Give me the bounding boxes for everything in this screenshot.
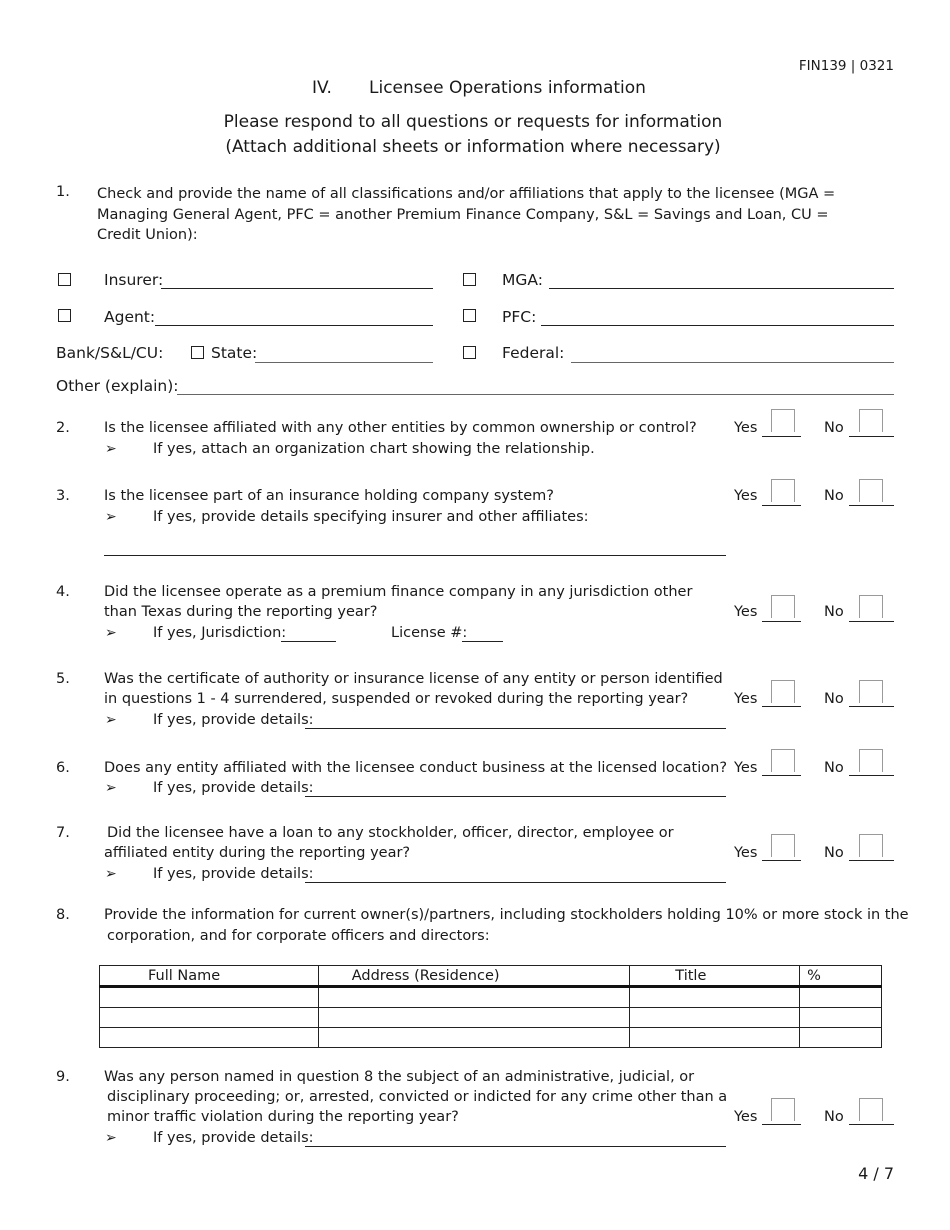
- table-row: [100, 1028, 882, 1048]
- q5-sub: If yes, provide details:: [153, 712, 314, 728]
- q5-yes-label: Yes: [734, 691, 758, 707]
- q7-yes-box[interactable]: [771, 834, 795, 857]
- form-code: FIN139 | 0321: [798, 58, 894, 74]
- q3-text: Is the licensee part of an insurance holding company system?: [104, 488, 554, 504]
- q6-no-box[interactable]: [859, 749, 883, 772]
- federal-checkbox[interactable]: [463, 346, 476, 359]
- q6-no-field: [849, 775, 894, 776]
- other-label: Other (explain):: [56, 377, 179, 395]
- agent-checkbox[interactable]: [58, 309, 71, 322]
- q9-line3: minor traffic violation during the reporting year?: [107, 1109, 459, 1125]
- q4-number: 4.: [56, 584, 70, 600]
- q4-license-label: License #:: [391, 625, 468, 641]
- arrow-bullet-icon: ➢: [105, 780, 117, 796]
- q5-no-box[interactable]: [859, 680, 883, 703]
- q3-no-field: [849, 505, 894, 506]
- instructions-line2: (Attach additional sheets or information where necessary): [225, 137, 721, 157]
- col-percent: %: [800, 966, 882, 987]
- cell-title[interactable]: [630, 1008, 800, 1028]
- arrow-bullet-icon: ➢: [105, 712, 117, 728]
- cell-title[interactable]: [630, 987, 800, 1008]
- table-row: [100, 987, 882, 1008]
- q5-details-field[interactable]: [305, 728, 726, 729]
- q5-yes-field: [762, 706, 801, 707]
- q5-no-label: No: [824, 691, 844, 707]
- federal-label: Federal:: [502, 344, 565, 362]
- q8-line1: Provide the information for current owner(s)/partners, including stockholders holding 10% or more stock in the: [104, 907, 909, 923]
- section-title: Licensee Operations information: [369, 78, 646, 98]
- q4-line1: Did the licensee operate as a premium finance company in any jurisdiction other: [104, 584, 693, 600]
- q3-no-box[interactable]: [859, 479, 883, 502]
- q2-no-box[interactable]: [859, 409, 883, 432]
- q3-yes-box[interactable]: [771, 479, 795, 502]
- bank-label: Bank/S&L/CU:: [56, 344, 164, 362]
- q6-yes-box[interactable]: [771, 749, 795, 772]
- q1-text: Check and provide the name of all classifications and/or affiliations that apply to the licensee (MGA = Managing General Agent, PFC = another Premium Finance Company, S&L = Savings and Loan, CU = Credit Union):: [97, 186, 836, 243]
- arrow-bullet-icon: ➢: [105, 1130, 117, 1146]
- other-field[interactable]: [177, 394, 894, 395]
- q4-line2: than Texas during the reporting year?: [104, 604, 378, 620]
- q7-no-box[interactable]: [859, 834, 883, 857]
- agent-label: Agent:: [104, 308, 156, 326]
- q7-yes-field: [762, 860, 801, 861]
- q5-line2: in questions 1 - 4 surrendered, suspended or revoked during the reporting year?: [104, 691, 689, 707]
- pfc-field[interactable]: [541, 325, 894, 326]
- q3-sub: If yes, provide details specifying insurer and other affiliates:: [153, 509, 589, 525]
- mga-checkbox[interactable]: [463, 273, 476, 286]
- cell-full-name[interactable]: [100, 1008, 319, 1028]
- q9-details-field[interactable]: [305, 1146, 726, 1147]
- col-address: Address (Residence): [318, 966, 630, 987]
- state-label: State:: [211, 344, 258, 362]
- q9-yes-box[interactable]: [771, 1098, 795, 1121]
- q9-sub: If yes, provide details:: [153, 1130, 314, 1146]
- q7-number: 7.: [56, 825, 70, 841]
- q4-no-label: No: [824, 604, 844, 620]
- q3-yes-label: Yes: [734, 488, 758, 504]
- q6-number: 6.: [56, 760, 70, 776]
- cell-percent[interactable]: [800, 1028, 882, 1048]
- q4-yes-field: [762, 621, 801, 622]
- q6-yes-label: Yes: [734, 760, 758, 776]
- q9-line1: Was any person named in question 8 the subject of an administrative, judicial, or: [104, 1069, 695, 1085]
- q9-no-label: No: [824, 1109, 844, 1125]
- q2-text: Is the licensee affiliated with any other entities by common ownership or control?: [104, 420, 697, 436]
- q8-number: 8.: [56, 907, 70, 923]
- cell-address[interactable]: [318, 987, 630, 1008]
- q9-yes-field: [762, 1124, 801, 1125]
- section-number: IV.: [312, 78, 332, 98]
- q7-no-label: No: [824, 845, 844, 861]
- agent-field[interactable]: [155, 325, 433, 326]
- q3-details-field[interactable]: [104, 555, 726, 556]
- q3-number: 3.: [56, 488, 70, 504]
- cell-percent[interactable]: [800, 1008, 882, 1028]
- q7-line1: Did the licensee have a loan to any stockholder, officer, director, employee or: [107, 825, 674, 841]
- q9-yes-label: Yes: [734, 1109, 758, 1125]
- q9-no-field: [849, 1124, 894, 1125]
- state-field[interactable]: [255, 362, 433, 363]
- q5-no-field: [849, 706, 894, 707]
- q7-no-field: [849, 860, 894, 861]
- q7-yes-label: Yes: [734, 845, 758, 861]
- q2-yes-box[interactable]: [771, 409, 795, 432]
- q4-no-field: [849, 621, 894, 622]
- q2-sub: If yes, attach an organization chart showing the relationship.: [153, 441, 595, 457]
- arrow-bullet-icon: ➢: [105, 625, 117, 641]
- q5-line1: Was the certificate of authority or insurance license of any entity or person identified: [104, 671, 723, 687]
- pfc-checkbox[interactable]: [463, 309, 476, 322]
- arrow-bullet-icon: ➢: [105, 866, 117, 882]
- cell-address[interactable]: [318, 1028, 630, 1048]
- q8-line2: corporation, and for corporate officers and directors:: [107, 928, 490, 944]
- q4-jurisdiction-label: If yes, Jurisdiction:: [153, 625, 287, 641]
- instructions-line1: Please respond to all questions or requests for information: [223, 112, 723, 132]
- col-full-name: Full Name: [100, 966, 319, 987]
- table-row: [100, 1008, 882, 1028]
- pfc-label: PFC:: [502, 308, 537, 326]
- owners-header-row: [100, 966, 882, 987]
- cell-address[interactable]: [318, 1008, 630, 1028]
- q6-sub: If yes, provide details:: [153, 780, 314, 796]
- q4-no-box[interactable]: [859, 595, 883, 618]
- q4-jurisdiction-field[interactable]: [281, 641, 336, 642]
- q3-yes-field: [762, 505, 801, 506]
- q5-number: 5.: [56, 671, 70, 687]
- q7-line2: affiliated entity during the reporting year?: [104, 845, 411, 861]
- q3-no-label: No: [824, 488, 844, 504]
- mga-field[interactable]: [549, 288, 894, 289]
- q4-yes-box[interactable]: [771, 595, 795, 618]
- q1-number: 1.: [56, 184, 70, 200]
- q2-no-field: [849, 436, 894, 437]
- owners-table: [99, 965, 882, 1048]
- arrow-bullet-icon: ➢: [105, 441, 117, 457]
- q6-no-label: No: [824, 760, 844, 776]
- q6-yes-field: [762, 775, 801, 776]
- q2-number: 2.: [56, 420, 70, 436]
- cell-title[interactable]: [630, 1028, 800, 1048]
- q9-line2: disciplinary proceeding; or, arrested, convicted or indicted for any crime other than a: [107, 1089, 728, 1105]
- q7-sub: If yes, provide details:: [153, 866, 314, 882]
- mga-label: MGA:: [502, 271, 543, 289]
- arrow-bullet-icon: ➢: [105, 509, 117, 525]
- q4-license-field[interactable]: [462, 641, 503, 642]
- q7-details-field[interactable]: [305, 882, 726, 883]
- cell-full-name[interactable]: [100, 987, 319, 1008]
- q5-yes-box[interactable]: [771, 680, 795, 703]
- federal-field[interactable]: [571, 362, 894, 363]
- q6-text: Does any entity affiliated with the licensee conduct business at the licensed location?: [104, 760, 728, 776]
- q9-no-box[interactable]: [859, 1098, 883, 1121]
- q4-yes-label: Yes: [734, 604, 758, 620]
- state-checkbox[interactable]: [191, 346, 204, 359]
- cell-full-name[interactable]: [100, 1028, 319, 1048]
- insurer-label: Insurer:: [104, 271, 164, 289]
- q9-number: 9.: [56, 1069, 70, 1085]
- q2-yes-label: Yes: [734, 420, 758, 436]
- q2-yes-field: [762, 436, 801, 437]
- q2-no-label: No: [824, 420, 844, 436]
- col-title: Title: [630, 966, 800, 987]
- cell-percent[interactable]: [800, 987, 882, 1008]
- insurer-field[interactable]: [161, 288, 433, 289]
- page-number: 4 / 7: [858, 1164, 894, 1183]
- insurer-checkbox[interactable]: [58, 273, 71, 286]
- q6-details-field[interactable]: [305, 796, 726, 797]
